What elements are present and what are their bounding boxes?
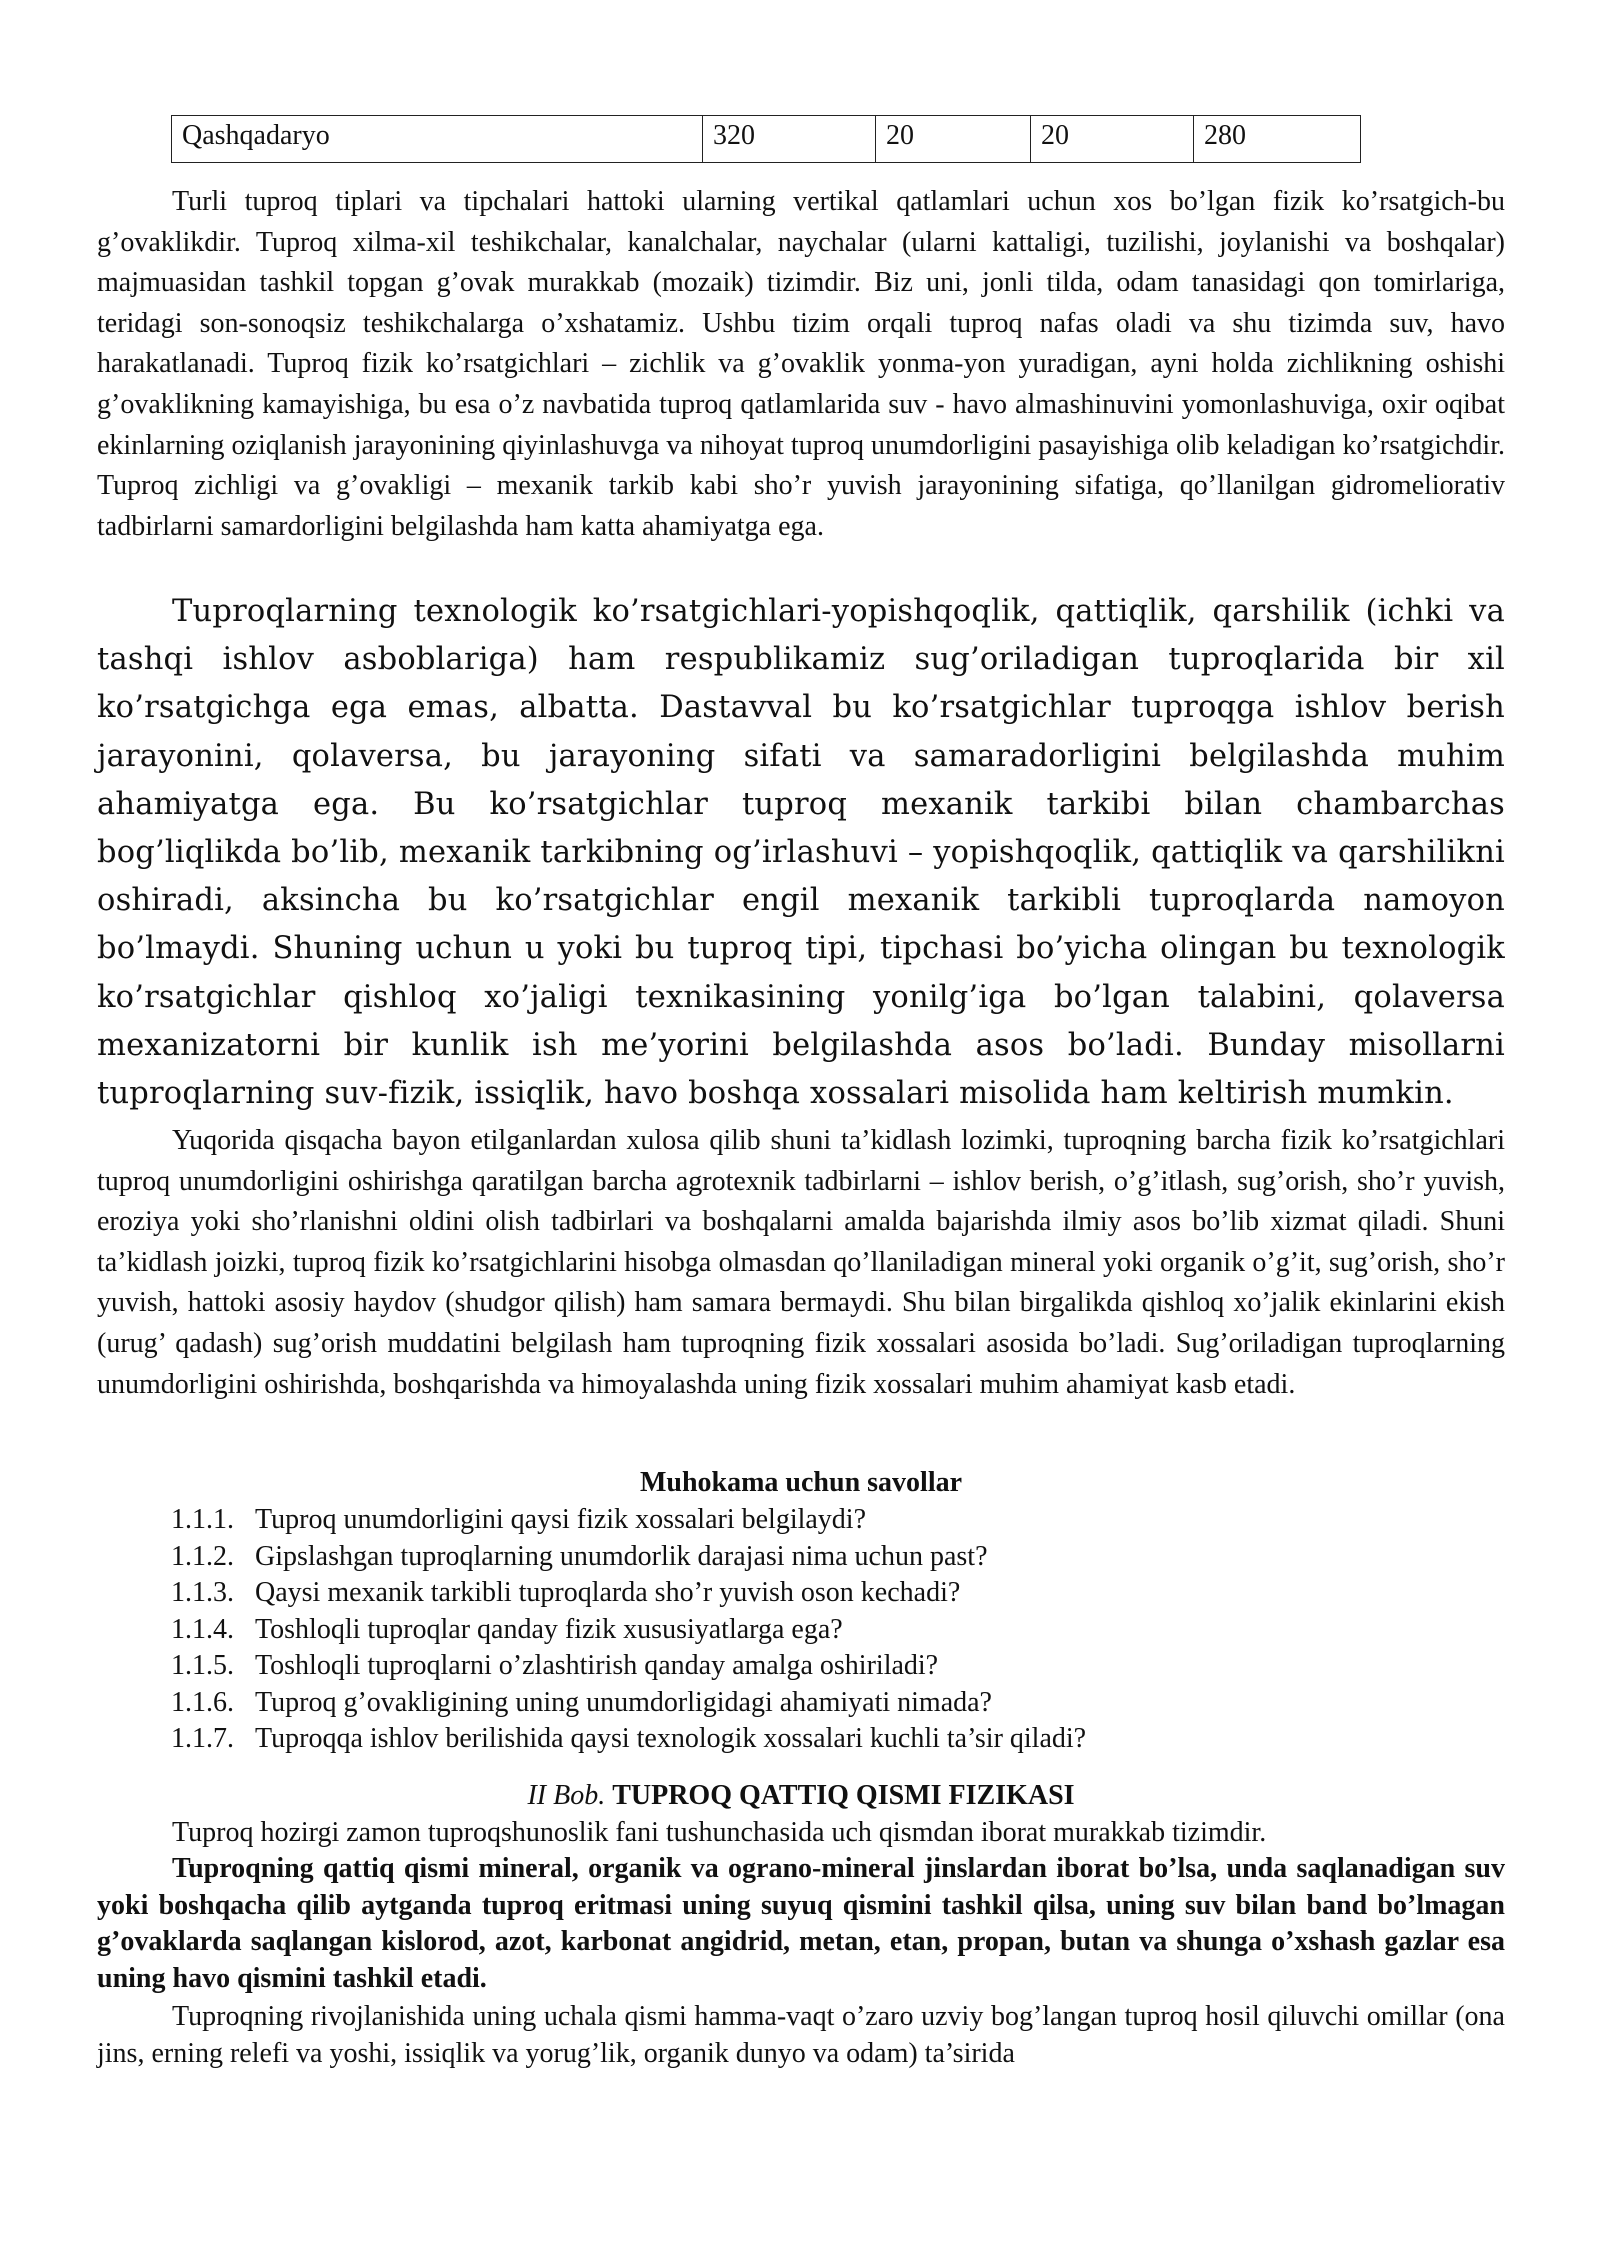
question-text: Tuproq g’ovakligining uning unumdorligidagi ahamiyati nimada? — [255, 1686, 992, 1718]
list-item — [171, 1612, 1471, 1649]
data-table — [171, 115, 1361, 163]
chapter-title: TUPROQ QATTIQ QISMI FIZIKASI — [612, 1780, 1075, 1811]
list-item — [171, 1648, 1471, 1685]
question-text: Qaysi mexanik tarkibli tuproqlarda sho’r yuvish oson kechadi? — [255, 1577, 961, 1608]
question-number: 1.1.4. — [171, 1613, 234, 1645]
list-item — [171, 1502, 1471, 1539]
question-list — [171, 1502, 1471, 1758]
question-text: Gipslashgan tuproqlarning unumdorlik darajasi nima uchun past? — [255, 1540, 988, 1572]
list-item — [171, 1575, 1471, 1612]
paragraph-porosity: Turli tuproq tiplari va tipchalari hattoki ularning vertikal qatlamlari uchun xos bo’lgan fizik ko’rsatgich-bu g’ovaklikdir. Tuproq xilma-xil teshikchalar, kanalchalar, naychalar (ularni kattaligi, tuzilishi, joylanishi va boshqalar) majmuasidan tashkil topgan g’ovak murakkab (mozaik) tizimdir. Biz uni, jonli tilda, odam tanasidagi qon tomirlariga, teridagi son-sonoqsiz teshikchalarga o’xshatamiz. Ushbu tizim orqali tuproq nafas oladi va shu tizimda suv, havo harakatlanadi. Tuproq fizik ko’rsatgichlari – zichlik va g’ovaklik yonma-yon yuradigan, ayni holda zichlikning oshishi g’ovaklikning kamayishiga, bu esa o’z navbatida tuproq qatlamlarida suv - havo almashinuvini yomonlashuviga, oxir oqibat ekinlarning oziqlanish jarayonining qiyinlashuvga va nihoyat tuproq unumdorligini pasayishiga olib keladigan ko’rsatgichdir. Tuproq zichligi va g’ovakligi – mexanik tarkib kabi sho’r yuvish jarayonining sifatiga, qo’llanilgan gidromeliorativ tadbirlarni samardorligini belgilashda ham katta ahamiyatga ega. — [97, 186, 1505, 542]
table-cell: 280 — [1194, 116, 1361, 163]
paragraph-technological-indicators: Tuproqlarning texnologik ko’rsatgichlari-yopishqoqlik, qattiqlik, qarshilik (ichki va tashqi ishlov asboblariga) ham respublikamiz sug’oriladigan tuproqlarida bir xil ko’rsatgichga ega emas, albatta. Dastavval bu ko’rsatgichlar tuproqga ishlov berish jarayonini, qolaversa, bu jarayoning sifati va samaradorligini belgilashda muhim ahamiyatga ega. Bu ko’rsatgichlar tuproq mexanik tarkibi bilan chambarchas bog’liqlikda bo’lib, mexanik tarkibning og’irlashuvi – yopishqoqlik, qattiqlik va qarshilikni oshiradi, aksincha bu ko’rsatgichlar engil mexanik tarkibli tuproqlarda namoyon bo’lmaydi. Shuning uchun u yoki bu tuproq tipi, tipchasi bo’yicha olingan bu texnologik ko’rsatgichlar qishloq xo’jaligi texnikasining yonilg’iga bo’lgan talabini, qolaversa mexanizatorni bir kunlik ish me’yorini belgilashda asos bo’ladi. Bunday misollarni tuproqlarning suv-fizik, issiqlik, havo boshqa xossalari misolida ham keltirish mumkin. — [97, 594, 1505, 1112]
chapter-prefix: II Bob. — [527, 1780, 606, 1811]
list-item — [171, 1685, 1471, 1722]
chapter-heading — [97, 1777, 1505, 1815]
table-row — [172, 116, 1361, 163]
question-number: 1.1.2. — [171, 1540, 234, 1572]
discussion-heading — [97, 1464, 1505, 1502]
table-cell-region: Qashqadaryo — [172, 116, 703, 163]
table-cell: 320 — [703, 116, 876, 163]
discussion-heading-text: Muhokama uchun savollar — [639, 1467, 963, 1498]
question-number: 1.1.5. — [171, 1650, 234, 1681]
list-item — [171, 1721, 1471, 1758]
list-item — [171, 1539, 1471, 1576]
question-number: 1.1.7. — [171, 1723, 234, 1754]
paragraph-conclusion: Yuqorida qisqacha bayon etilganlardan xulosa qilib shuni ta’kidlash lozimki, tuproqning barcha fizik ko’rsatgichlari tuproq unumdorligini oshirishga qaratilgan barcha agrotexnik tadbirlarni – ishlov berish, o’g’itlash, sug’orish, sho’r yuvish, eroziya yoki sho’rlanishni oldini olish tadbirlari va boshqalarni amalda bajarishda ilmiy asos bo’lib xizmat qiladi. Shuni ta’kidlash joizki, tuproq fizik ko’rsatgichlarini hisobga olmasdan qo’llaniladigan mineral yoki organik o’g’it, sug’orish, sho’r yuvish, hattoki asosiy haydov (shudgor qilish) ham samara bermaydi. Shu bilan birgalikda qishloq xo’jalik ekinlarini ekish (urug’ qadash) sug’orish muddatini belgilash ham tuproqning fizik xossalari asosida bo’ladi. Sug’oriladigan tuproqlarning unumdorligini oshirishda, boshqarishda va himoyalashda uning fizik xossalari muhim ahamiyat kasb etadi. — [97, 1125, 1505, 1400]
table-cell: 20 — [1031, 116, 1194, 163]
question-number: 1.1.6. — [171, 1686, 234, 1718]
chapter-bold-paragraph: Tuproqning qattiq qismi mineral, organik va ograno-mineral jinslardan iborat bo’lsa, unda saqlanadigan suv yoki boshqacha qilib aytganda tuproq eritmasi uning suyuq qismini tashkil qilsa, uning suv bilan band bo’lmagan g’ovaklarda saqlangan kislorod, azot, karbonat angidrid, metan, etan, propan, butan va shunga o’xshash gazlar esa uning havo qismini tashkil etadi. — [97, 1853, 1505, 1994]
table-cell: 20 — [876, 116, 1031, 163]
chapter-last-paragraph: Tuproqning rivojlanishida uning uchala qismi hamma-vaqt o’zaro uzviy bog’langan tuproq hosil qiluvchi omillar (ona jins, erning relefi va yoshi, issiqlik va yorug’lik, organik dunyo va odam) ta’sirida — [97, 2001, 1505, 2069]
question-text: Toshloqli tuproqlarni o’zlashtirish qanday amalga oshiriladi? — [255, 1650, 939, 1681]
question-text: Tuproq unumdorligini qaysi fizik xossalari belgilaydi? — [255, 1504, 867, 1535]
chapter-intro: Tuproq hozirgi zamon tuproqshunoslik fani tushunchasida uch qismdan iborat murakkab tizimdir. — [172, 1817, 1267, 1848]
question-text: Toshloqli tuproqlar qanday fizik xususiyatlarga ega? — [255, 1613, 843, 1645]
question-number: 1.1.3. — [171, 1577, 234, 1608]
question-text: Tuproqqa ishlov berilishida qaysi texnologik xossalari kuchli ta’sir qiladi? — [255, 1723, 1087, 1754]
question-number: 1.1.1. — [171, 1504, 234, 1535]
